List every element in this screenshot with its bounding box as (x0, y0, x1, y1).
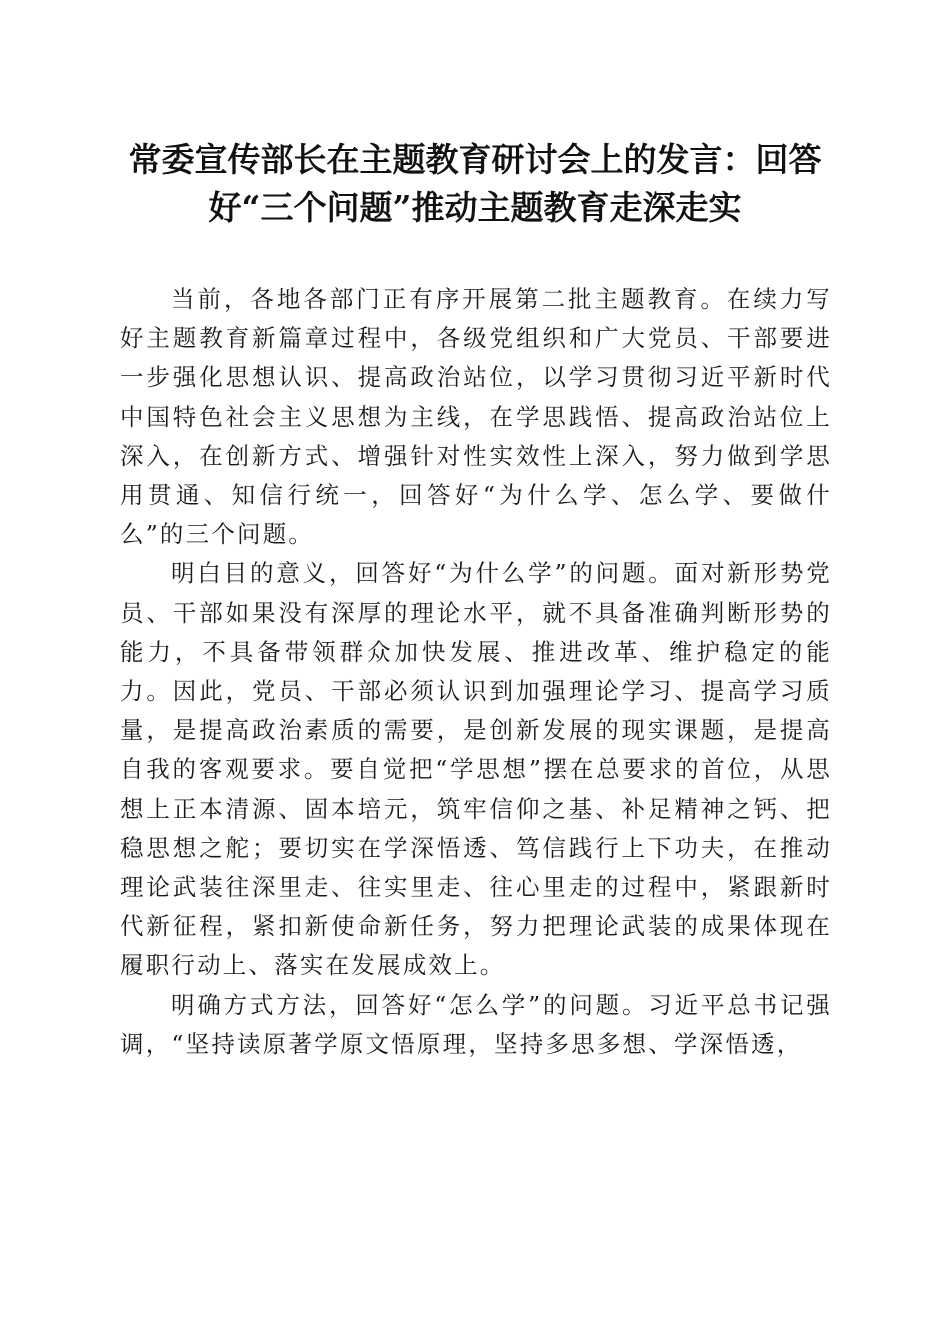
document-title: 常委宣传部长在主题教育研讨会上的发言：回答好“三个问题”推动主题教育走深走实 (128, 140, 822, 227)
paragraph-how-learn: 明确方式方法，回答好“怎么学”的问题。习近平总书记强调，“坚持读原著学原文悟原理，坚持多思多想、学深悟透， (120, 990, 832, 1058)
paragraph-why-learn: 明白目的意义，回答好“为什么学”的问题。面对新形势党员、干部如果没有深厚的理论水平，就不具备准确判断形势的能力，不具备带领群众加快发展、推进改革、维护稳定的能力。因此，党员、干部必须认识到加强理论学习、提高学习质量，是提高政治素质的需要，是创新发展的现实课题，是提高自我的客观要求。要自觉把“学思想”摆在总要求的首位，从思想上正本清源、固本培元，筑牢信仰之基、补足精神之钙、把稳思想之舵；要切实在学深悟透、笃信践行上下功夫，在推动理论武装往深里走、往实里走、往心里走的过程中，紧跟新时代新征程，紧扣新使命新任务，努力把理论武装的成果体现在履职行动上、落实在发展成效上。 (120, 559, 832, 980)
paragraph-intro: 当前，各地各部门正有序开展第二批主题教育。在续力写好主题教育新篇章过程中，各级党组织和广大党员、干部要进一步强化思想认识、提高政治站位，以学习贯彻习近平新时代中国特色社会主义思想为主线，在学思践悟、提高政治站位上深入，在创新方式、增强针对性实效性上深入，努力做到学思用贯通、知信行统一，回答好“为什么学、怎么学、要做什么”的三个问题。 (120, 285, 832, 549)
document-body (120, 280, 832, 1064)
